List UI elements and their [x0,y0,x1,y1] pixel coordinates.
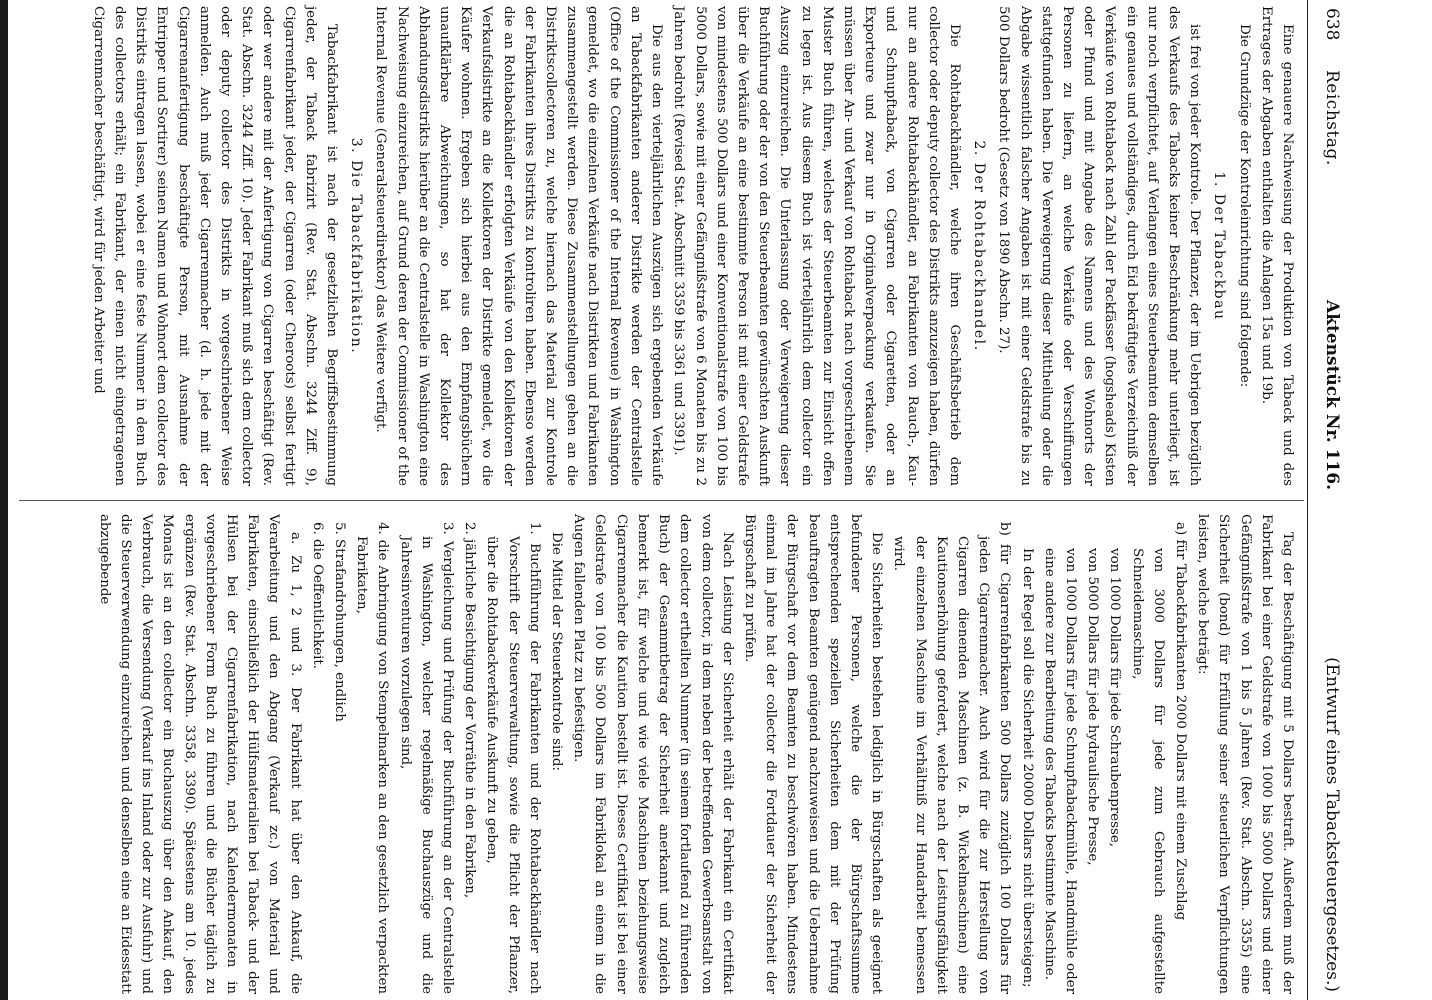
paragraph: Die Grundzüge der Kontroleinrichtung sind folgende: [1236,24,1252,388]
paragraph: Die Mittel der Steuerkontrole sind: [549,532,565,771]
list-item: b) für Cigarrenfabrikanten 500 Dollars zuzüglich 100 Dollars für jeden Cigarrenmacher. Auch wird für die zur Herstellung von Cigarren dienenden Maschinen (z. B. Wickelmaschinen) eine Kautionserhöhung gefordert, welche nach der Leistungsfähigkeit der einzelnen Maschine im Verhältniß zur Handarbeit bemessen wird. [891,522,1013,994]
rotated-page-content [16,0,1356,1000]
paragraph: a. Zu 1, 2 und 3. Der Fabrikant hat über den Ankauf, die Verarbeitung und den Abgang (Verkauf zc.) von Material und Fabrikaten, einschließlich der Hülfsmaterialien bei Taback- und der Hülsen bei der Cigarrenfabrikation, nach Kalendermonaten in vorgeschriebener Form Buch zu führen und die Bücher täglich zu ergänzen (Rev. Stat. Abschn. 3358, 3390). Spätestens am 10. jedes Monats ist an den collector ein Buchauszug über den Ankauf, den Verbrauch, die Versendung (Verkauf ins Inland oder zur Ausfuhr) und die Steuerverwendung einzureichen und denselben eine an Eidesstatt abzugebende [96,514,303,994]
list-item: a) für Tabackfabrikanten 2000 Dollars mit einem Zuschlag [1172,522,1188,921]
section-heading: 1. Der Tabackbau [1211,171,1228,321]
list-item: 1. Buchführung der Fabrikanten und der Rohtabackhändler nach Vorschrift der Steuerverwaltung, sowie die Pflicht der Pflanzer, über die Rohtabackverkäufe Auskunft zu geben, [484,522,542,994]
section-heading: 2. Der Rohtabackhandel. [971,140,988,352]
scan-edge-shadow [0,0,8,1000]
chamber-label: Reichstag. [1322,70,1342,166]
paragraph: Die Sicherheiten bestehen lediglich in Bürgschaften als geeignet befundener Personen, welche die der Bürgschaftssumme entsprechenden speziellen Sicherheiten dem mit der Prüfung beauftragten Beamten genügend nachzuweisen und die Uebernahme der Bürgschaft vor dem Beamten zu beschwören haben. Mindestens einmal im Jahre hat der collector die Fortdauer der Sicherheit der Bürgschaft zu prüfen. [741,514,885,994]
paragraph: Die aus den vierteljährlichen Auszügen sich ergebenden Verkäufe an Tabackfabrikanten anderer Distrikte werden der Centralstelle (Office of the Commissioner of the Internal Revenue) in Washington gemeldet, wo die einzelnen Verkäufe nach Distrikten und Fabrikanten zusammengestellt werden. Diese Zusammenstellungen gehen an die Distriktscollectoren zu, welche hiernach das Material zur Kontrole der Fabrikanten ihres Distrikts zu kontroliren haben. Ebenso werden die an Rohtabackhändler erfolgten Verkäufe von den Kollektoren der Verkaufsdistrikte an die Kollektoren der Distrikte gemeldet, wo die Käufer wohnen. Ergeben sich hierbei aus den Empfangsbüchern unaufklärbare Abweichungen, so hat der Kollektor des Abhandungsdistrikts hierüber an die Centralstelle in Washington eine Nachweisung einzureichen, auf Grund deren der Commissioner of the Internal Revenue (Generalsteuerdirektor) das Weitere verfügt. [373,6,665,486]
paragraph: Tag der Beschäftigung mit 5 Dollars bestraft. Außerdem muß der Fabrikant bei einer Geldstrafe von 1000 bis 5000 Dollars und einer Gefängnißstrafe von 1 bis 5 Jahren (Rev. Stat. Abschn. 3355) eine Sicherheit (bond) für Erfüllung seiner steuerlichen Verpflichtungen leisten, welche beträgt: [1195,514,1295,994]
page-header [1314,0,1348,1000]
column-divider [19,500,1304,501]
list-item: von 5000 Dollars für jede hydraulische Presse, [1085,548,1101,866]
document-title: Aktenstück Nr. 116. [1322,300,1342,491]
list-item: von 1000 Dollars für jede Schraubenpresse, [1107,548,1123,848]
list-item: 5. Strafandrohungen, endlich [332,522,348,722]
list-item: 3. Vergleichung und Prüfung der Buchführung an der Centralstelle in Washington, welcher regelmäßige Buchauszüge und die Jahresinventuren vorzulegen sind, [397,522,456,994]
paragraph: Nach Leistung der Sicherheit erhält der Fabrikant ein Certifikat von dem collector, in dem neben der betreffenden Gewerbsanstalt von dem collector ertheilten Nummer (in seinem fortlaufend zu führenden Buch) der Gesammtbetrag der Sicherheit anerkannt und zugleich bemerkt ist, für welche und wie viele Maschinen beziehungsweise Cigarrenmacher die Kaution bestellt ist. Dieses Certifikat ist bei einer Geldstrafe von 100 bis 500 Dollars im Fabriklokal an einem in die Augen fallenden Platz zu befestigen. [571,514,735,994]
list-item: 4. die Anbringung von Stempelmarken an den gesetzlich verpackten Fabrikaten, [354,522,391,994]
digitization-credit [1406,0,1428,1000]
right-column [93,514,1298,994]
list-item: von 3000 Dollars für jede zum Gebrauch aufgestellte Schneidemaschine, [1129,548,1166,994]
paragraph: Eine genauere Nachweisung der Produktion von Taback und des Ertrages der Abgaben enthalten die Anlagen 15a und 19b. [1258,6,1295,486]
left-column [87,6,1298,486]
list-item: 6. die Oeffentlichkeit. [309,522,325,670]
list-item: In der Regel soll die Sicherheit 20000 Dollars nicht übersteigen; [1019,548,1035,988]
list-item: 2. jährliche Besichtigung der Vorräthe in den Fabriken, [462,522,478,899]
header-rule [1307,0,1308,1000]
paragraph: ist frei von jeder Kontrole. Der Pflanzer, der im Uebrigen bezüglich des Verkaufs des Tabacks keiner Beschränkung mehr unterliegt, ist nur noch verpflichtet, auf Verlangen eines Steuerbeamten demselben ein genaues und vollständiges, durch Eid bekräftigtes Verzeichniß der Verkäufe von Rohtaback nach Zahl der Packfässer (hogsheads) Kisten oder Pfund und mit Angabe des Namens und des Wohnorts der Personen zu liefern, an welche Verkäufe oder Verschiffungen stattgefunden haben. Die Verweigerung dieser Mittheilung oder die Abgabe wissentlich falscher Angaben ist mit einer Geldstrafe bis zu 500 Dollars bedroht (Gesetz von 1890 Abschn. 27). [996,6,1203,486]
document-subtitle: (Entwurf eines Tabacksteuergesetzes.) [1322,657,1342,992]
paragraph: Tabackfabrikant ist nach der gesetzlichen Begriffsbestimmung jeder, der Taback fabrizirt (Rev. Stat. Abschn. 3244 Ziff. 9), Cigarrenfabrikant jeder, der Cigarren (oder Cheroots) selbst fertigt oder wer andere mit der Anfertigung von Cigarren beschäftigt (Rev. Stat. Abschn. 3244 Ziff. 10). Jeder Fabrikant muß sich dem collector oder deputy collector des Distrikts in vorgeschriebener Weise anmelden. Auch muß jeder Cigarrenmacher (d. h. jede mit der Cigarrenanfertigung beschäftigte Person, mit Ausnahme der Entripper und Sortirer) seinen Namen und Wohnort dem collector des Distrikts eintragen lassen, wobei er eine feste Nummer in dem Buch des collectors erhält; ein Fabrikant, der einen nicht eingetragenen Cigarrenmacher beschäftigt, wird für jeden Arbeiter und [90,6,340,486]
list-item: von 1000 Dollars für jede Schnupftabackmühle, Handmühle oder eine andere zur Bearbeitung des Tabacks bestimmte Maschine. [1041,548,1078,994]
page-number: 638 [1322,8,1342,41]
section-heading: 3. Die Tabackfabrikation. [348,137,365,355]
paragraph: Die Rohtabackhändler, welche ihren Geschäftsbetrieb dem collector oder deputy collector des Distrikts anzuzeigen haben, dürfen nur an andere Rohtabackhändler, an Fabrikanten von Rauch-, Kau- und Schnupftaback, von Cigarren oder Cigaretten, oder an Exporteure und zwar nur in Originalverpackung verkaufen. Sie müssen über An- und Verkauf von Rohtaback nach vorgeschriebenem Muster Buch führen, welches der Steuerbeamten zur Einsicht offen zu legen ist. Aus diesem Buch ist vierteljährlich dem collector ein Auszug einzureichen. Die Unterlassung oder Verweigerung dieser Buchführung oder der von den Steuerbeamten gewünschten Auskunft über die Verkäufe an eine bestimmte Person ist mit einer Geldstrafe von mindestens 500 Dollars und einer Konventionalstrafe von 100 bis 5000 Dollars, sowie mit einer Gefängnißstrafe von 6 Monaten bis zu 2 Jahren bedroht (Revised Stat. Abschnitt 3359 bis 3361 und 3391). [671,6,962,486]
